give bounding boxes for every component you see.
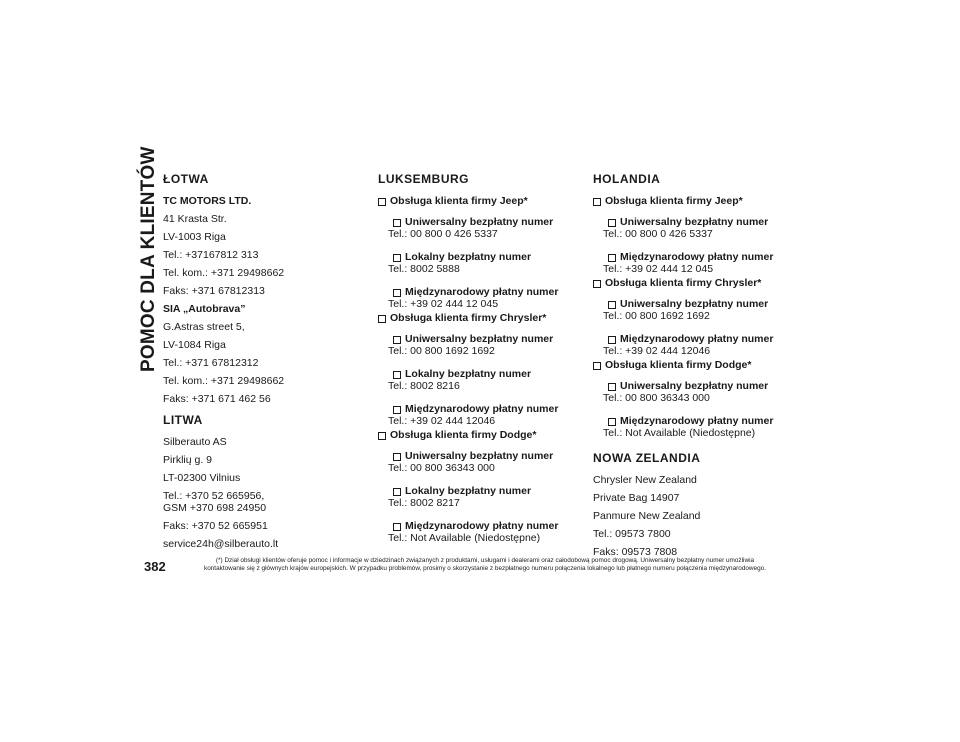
checkbox-square-icon	[593, 280, 601, 288]
checkbox-square-icon	[608, 254, 616, 262]
checkbox-square-icon	[393, 219, 401, 227]
column-luxembourg	[378, 170, 578, 555]
service-entry: Lokalny bezpłatny numer Tel.: 8002 5888	[388, 251, 532, 275]
dealer-name: SIA „Autobrava”	[163, 303, 246, 315]
service-entry: Uniwersalny bezpłatny numer Tel.: 00 800 1692 1692	[603, 298, 769, 322]
service-group: Obsługa klienta firmy Dodge*	[593, 359, 793, 371]
checkbox-square-icon	[393, 254, 401, 262]
checkbox-square-icon	[378, 315, 386, 323]
column-latvia-lithuania	[163, 170, 353, 556]
column-netherlands-new-zealand	[593, 170, 793, 564]
dealer-name: Silberauto AS	[163, 436, 227, 448]
dealer-fax: Faks: +370 52 665951	[163, 520, 268, 532]
checkbox-square-icon	[393, 371, 401, 379]
dealer-city: LV-1003 Riga	[163, 231, 226, 243]
dealer-tel: Tel.: 09573 7800	[593, 528, 671, 540]
checkbox-square-icon	[393, 336, 401, 344]
service-entry: Międzynarodowy płatny numer Tel.: Not Available (Niedostępne)	[603, 415, 774, 439]
footnote-line: (*) Dział obsługi klientów oferuje pomoc i informacje w dziedzinach związanych z produktami, usługami i dealerami oraz całodobową pomoc drogową. Uniwersalny bezpłatny numer umożliwia	[215, 557, 755, 564]
dealer-email[interactable]: service24h@silberauto.lt	[163, 538, 279, 550]
service-entry: Lokalny bezpłatny numer Tel.: 8002 8217	[388, 485, 532, 509]
dealer-mobile: Tel. kom.: +371 29498662	[163, 375, 285, 387]
checkbox-square-icon	[593, 362, 601, 370]
service-entry: Uniwersalny bezpłatny numer Tel.: 00 800 0 426 5337	[603, 216, 769, 240]
checkbox-square-icon	[393, 453, 401, 461]
checkbox-square-icon	[393, 488, 401, 496]
service-entry: Międzynarodowy płatny numer Tel.: +39 02 444 12046	[388, 403, 559, 427]
heading-lithuania: LITWA	[163, 413, 203, 427]
checkbox-square-icon	[608, 383, 616, 391]
dealer-city: Panmure New Zealand	[593, 510, 701, 522]
checkbox-square-icon	[378, 198, 386, 206]
service-group: Obsługa klienta firmy Chrysler*	[378, 312, 578, 324]
checkbox-square-icon	[393, 523, 401, 531]
dealer-tel: Tel.: +370 52 665956,	[163, 490, 265, 502]
heading-luxembourg: LUKSEMBURG	[378, 172, 469, 186]
dealer-mobile: Tel. kom.: +371 29498662	[163, 267, 285, 279]
dealer-tel: Tel.: +37167812 313	[163, 249, 259, 261]
service-entry: Międzynarodowy płatny numer Tel.: +39 02 444 12 045	[388, 286, 559, 310]
service-entry: Międzynarodowy płatny numer Tel.: +39 02 444 12046	[603, 333, 774, 357]
service-entry: Uniwersalny bezpłatny numer Tel.: 00 800 36343 000	[603, 380, 769, 404]
checkbox-square-icon	[393, 406, 401, 414]
service-entry: Uniwersalny bezpłatny numer Tel.: 00 800 36343 000	[388, 450, 554, 474]
dealer-street: 41 Krasta Str.	[163, 213, 227, 225]
dealer-name: TC MOTORS LTD.	[163, 195, 252, 207]
dealer-city: LT-02300 Vilnius	[163, 472, 241, 484]
service-group: Obsługa klienta firmy Chrysler*	[593, 277, 793, 289]
checkbox-square-icon	[393, 289, 401, 297]
service-entry: Uniwersalny bezpłatny numer Tel.: 00 800 1692 1692	[388, 333, 554, 357]
dealer-street: G.Astras street 5,	[163, 321, 245, 333]
page-number: 382	[144, 559, 166, 574]
heading-new-zealand: NOWA ZELANDIA	[593, 451, 701, 465]
checkbox-square-icon	[608, 219, 616, 227]
heading-latvia: ŁOTWA	[163, 172, 209, 186]
dealer-gsm: GSM +370 698 24950	[163, 502, 267, 514]
dealer-address: Private Bag 14907	[593, 492, 680, 504]
footnote-line: kontaktowanie się z głównych krajów europejskich. W przypadku problemów, prosimy o skorzystanie z bezpłatnego numeru połączenia lokalnego lub płatnego numeru połączenia międzynarodowego.	[204, 565, 766, 572]
service-entry: Uniwersalny bezpłatny numer Tel.: 00 800 0 426 5337	[388, 216, 554, 240]
checkbox-square-icon	[608, 336, 616, 344]
footnote	[175, 557, 795, 573]
side-section-title: POMOC DLA KLIENTÓW	[138, 146, 159, 372]
dealer-fax: Faks: +371 67812313	[163, 285, 265, 297]
dealer-name: Chrysler New Zealand	[593, 474, 697, 486]
service-group: Obsługa klienta firmy Jeep*	[378, 195, 578, 207]
heading-netherlands: HOLANDIA	[593, 172, 661, 186]
checkbox-square-icon	[593, 198, 601, 206]
dealer-city: LV-1084 Riga	[163, 339, 226, 351]
checkbox-square-icon	[608, 418, 616, 426]
dealer-tel: Tel.: +371 67812312	[163, 357, 259, 369]
service-group: Obsługa klienta firmy Jeep*	[593, 195, 793, 207]
service-entry: Lokalny bezpłatny numer Tel.: 8002 8216	[388, 368, 532, 392]
checkbox-square-icon	[608, 301, 616, 309]
service-entry: Międzynarodowy płatny numer Tel.: Not Available (Niedostępne)	[388, 520, 559, 544]
dealer-street: Pirklių g. 9	[163, 454, 213, 466]
service-entry: Międzynarodowy płatny numer Tel.: +39 02 444 12 045	[603, 251, 774, 275]
checkbox-square-icon	[378, 432, 386, 440]
dealer-fax: Faks: 09573 7808	[593, 546, 678, 558]
dealer-fax: Faks: +371 671 462 56	[163, 393, 271, 405]
service-group: Obsługa klienta firmy Dodge*	[378, 429, 578, 441]
